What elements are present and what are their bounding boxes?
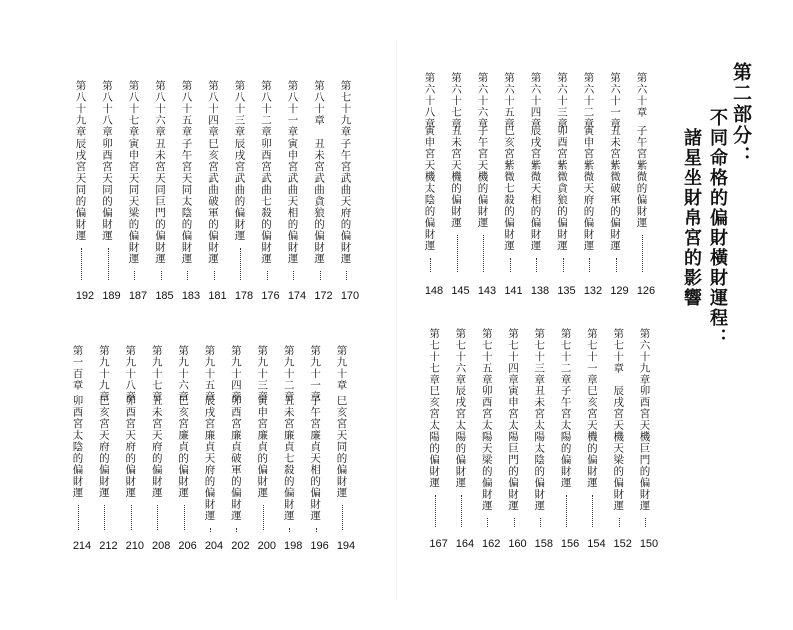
- chapter-title: 子午宮天同太陰的偏財運: [180, 138, 193, 265]
- part-title: 第二部分：: [730, 62, 752, 167]
- chapter-number: 第六十六章: [476, 72, 489, 130]
- page-number: 143: [477, 285, 497, 297]
- chapter-number: 第九十章: [335, 345, 348, 391]
- page-number: 183: [181, 290, 201, 302]
- chapter-title: 辰戌宮太陽的偏財運: [454, 385, 467, 489]
- chapter-title: 卯酉宮天同的偏財運: [101, 138, 113, 242]
- dot-leader: [289, 528, 290, 532]
- chapter-number: 第六十七章: [450, 72, 462, 130]
- dot-leader: [236, 528, 237, 532]
- dot-leader: [157, 505, 158, 531]
- dot-leader: [104, 505, 105, 531]
- page-number: 154: [587, 538, 606, 550]
- chapter-title: 巳亥宮紫微七殺的偏財運: [503, 125, 515, 252]
- chapter-title: 巳亥宮天機的偏財運: [585, 385, 598, 489]
- dot-leader: [320, 271, 321, 281]
- dot-leader: [267, 271, 268, 281]
- page-number: 198: [284, 540, 303, 552]
- dot-leader: [263, 505, 264, 531]
- dot-leader: [430, 258, 431, 273]
- page-number: 206: [178, 540, 197, 552]
- chapter-number: 第七十六章: [454, 328, 467, 386]
- page-number: 189: [102, 290, 121, 302]
- chapter-number: 第七十二章: [559, 328, 572, 386]
- chapter-number: 第八十三章: [233, 80, 246, 138]
- page-number: 212: [99, 540, 118, 552]
- chapter-number: 第七十九章: [339, 80, 352, 138]
- chapter-number: 第七十五章: [480, 328, 493, 386]
- chapter-title: 巳亥宮天同的偏財運: [335, 395, 348, 499]
- dot-leader: [161, 271, 162, 281]
- page-number: 196: [310, 540, 329, 552]
- dot-leader: [589, 258, 590, 273]
- chapter-title: 丑未宮紫微破軍的偏財運: [609, 125, 621, 252]
- page-number: 192: [75, 290, 95, 302]
- chapter-number: 第八十一章: [286, 80, 299, 138]
- chapter-title: 巳亥宮武曲破軍的偏財運: [207, 138, 219, 265]
- dot-leader: [536, 258, 537, 273]
- chapter-number: 第七十一章: [585, 328, 598, 386]
- chapter-number: 第八十八章: [101, 80, 113, 138]
- chapter-title: 卯酉宮紫微貪狼的偏財運: [556, 125, 568, 252]
- dot-leader: [616, 258, 617, 273]
- chapter-title: 卯酉宮武曲七殺的偏財運: [260, 138, 272, 265]
- chapter-title: 子午宮廉貞天相的偏財運: [309, 395, 322, 522]
- page-number: 187: [128, 290, 148, 302]
- page-number: 178: [234, 290, 254, 302]
- chapter-number: 第九十四章: [229, 345, 242, 403]
- dot-leader: [540, 518, 541, 528]
- dot-leader: [592, 495, 593, 528]
- dot-leader: [78, 505, 79, 531]
- chapter-number: 第六十章: [635, 72, 648, 118]
- dot-leader: [346, 271, 347, 281]
- chapter-title: 巳亥宮太陽的偏財運: [428, 385, 441, 489]
- chapter-title: 寅申宮天機太陰的偏財運: [423, 125, 436, 252]
- dot-leader: [514, 518, 515, 528]
- dot-leader: [642, 235, 643, 273]
- dot-leader: [510, 258, 511, 273]
- page-number: 126: [636, 285, 656, 297]
- dot-leader: [187, 271, 188, 281]
- dot-leader: [645, 518, 646, 528]
- page-number: 181: [208, 290, 227, 302]
- chapter-number: 第九十三章: [256, 345, 269, 403]
- dot-leader: [293, 271, 294, 281]
- dot-leader: [342, 505, 343, 531]
- chapter-title: 子午宮太陽的偏財運: [559, 385, 572, 489]
- chapter-title: 巳亥宮廉貞的偏財運: [177, 395, 190, 499]
- page-number: 135: [557, 285, 576, 297]
- page-number: 132: [583, 285, 603, 297]
- page-number: 194: [336, 540, 356, 552]
- chapter-title: 卯酉宮天機巨門的偏財運: [638, 385, 651, 512]
- chapter-title: 子午宮紫微的偏財運: [635, 125, 648, 229]
- chapter-title: 寅申宮紫微天府的偏財運: [582, 125, 595, 252]
- part-subtitle: 不同命格的偏財橫財運程：: [707, 108, 728, 348]
- chapter-number: 第七十四章: [507, 328, 519, 386]
- chapter-title: 寅申宮天同天梁的偏財運: [127, 138, 140, 265]
- page-number: 172: [314, 290, 333, 302]
- chapter-title: 丑未宮廉貞七殺的偏財運: [282, 395, 295, 522]
- chapter-number: 第九十一章: [309, 345, 322, 403]
- dot-leader: [81, 248, 82, 281]
- chapter-number: 第九十八章: [124, 345, 137, 403]
- page-number: 141: [504, 285, 523, 297]
- page-number: 167: [429, 538, 448, 550]
- chapter-number: 第八十章: [313, 80, 325, 126]
- page-number: 148: [424, 285, 444, 297]
- page-number: 152: [613, 538, 632, 550]
- chapter-title: 辰戌宮紫微天相的偏財運: [529, 125, 542, 252]
- page-number: 158: [534, 538, 553, 550]
- dot-leader: [487, 518, 488, 528]
- page-number: 185: [155, 290, 174, 302]
- chapter-number: 第九十二章: [282, 345, 295, 403]
- chapter-title: 丑未宮天機的偏財運: [450, 125, 462, 229]
- chapter-title: 丑未宮天府的偏財運: [150, 395, 163, 499]
- chapter-number: 第九十五章: [203, 345, 216, 403]
- page-number: 200: [257, 540, 276, 552]
- chapter-number: 第六十四章: [529, 72, 542, 130]
- page-number: 138: [530, 285, 550, 297]
- page-number: 160: [508, 538, 527, 550]
- dot-leader: [108, 248, 109, 281]
- chapter-title: 卯酉宮太陽天梁的偏財運: [480, 385, 493, 512]
- chapter-number: 第七十章: [612, 328, 625, 374]
- chapter-number: 第九十七章: [150, 345, 163, 403]
- chapter-title: 丑未宮天同巨門的偏財運: [154, 138, 166, 265]
- dot-leader: [563, 258, 564, 273]
- dot-leader: [131, 505, 132, 531]
- chapter-title: 丑未宮太陽太陰的偏財運: [533, 385, 546, 512]
- chapter-number: 第六十一章: [609, 72, 621, 130]
- chapter-number: 第八十二章: [260, 80, 272, 138]
- chapter-title: 子午宮武曲天府的偏財運: [339, 138, 352, 265]
- page-number: 202: [231, 540, 250, 552]
- chapter-number: 第八十九章: [74, 80, 87, 138]
- dot-leader: [316, 528, 317, 532]
- left-page: [0, 0, 396, 630]
- chapter-number: 第六十二章: [582, 72, 595, 130]
- chapter-number: 第六十九章: [638, 328, 651, 386]
- page-number: 176: [261, 290, 280, 302]
- page-number: 162: [482, 538, 501, 550]
- chapter-number: 第七十三章: [533, 328, 546, 386]
- dot-leader: [240, 248, 241, 281]
- chapter-number: 第八十四章: [207, 80, 219, 138]
- dot-leader: [619, 518, 620, 528]
- chapter-title: 卯酉宮太陰的偏財運: [71, 395, 84, 499]
- page-number: 204: [204, 540, 224, 552]
- dot-leader: [566, 495, 567, 528]
- chapter-title: 寅申宮武曲天相的偏財運: [286, 138, 299, 265]
- chapter-title: 辰戌宮天機天梁的偏財運: [612, 385, 625, 512]
- chapter-title: 卯酉宮廉貞破軍的偏財運: [229, 395, 242, 522]
- chapter-number: 第九十六章: [177, 345, 190, 403]
- chapter-title: 丑未宮武曲貪狼的偏財運: [313, 138, 325, 265]
- chapter-title: 寅申宮太陽巨門的偏財運: [507, 385, 519, 512]
- chapter-number: 第六十五章: [503, 72, 515, 130]
- chapter-title: 寅申宮廉貞的偏財運: [256, 395, 269, 499]
- chapter-number: 第六十八章: [423, 72, 436, 130]
- chapter-number: 第七十七章: [428, 328, 441, 386]
- page-number: 145: [451, 285, 470, 297]
- page-number: 208: [152, 540, 171, 552]
- chapter-number: 第九十九章: [97, 345, 110, 403]
- dot-leader: [210, 528, 211, 532]
- chapter-number: 第八十五章: [180, 80, 193, 138]
- chapter-title: 辰戌宮廉貞天府的偏財運: [203, 395, 216, 522]
- chapter-number: 第一百章: [71, 345, 84, 391]
- dot-leader: [184, 505, 185, 531]
- dot-leader: [461, 495, 462, 528]
- page-number: 129: [610, 285, 629, 297]
- page-number: 210: [125, 540, 144, 552]
- chapter-title: 辰戌宮武曲的偏財運: [233, 138, 246, 242]
- dot-leader: [134, 271, 135, 281]
- chapter-number: 第八十六章: [154, 80, 166, 138]
- chapter-title: 巳亥宮天府的偏財運: [97, 395, 110, 499]
- chapter-title: 子午宮天機的偏財運: [476, 125, 489, 229]
- page-number: 164: [455, 538, 475, 550]
- page-number: 170: [340, 290, 360, 302]
- section-title: 諸星坐財帛宮的影響: [681, 128, 702, 308]
- page-number: 174: [287, 290, 307, 302]
- dot-leader: [435, 495, 436, 528]
- chapter-title: 卯酉宮天府的偏財運: [124, 395, 137, 499]
- chapter-number: 第八十七章: [127, 80, 140, 138]
- dot-leader: [457, 235, 458, 273]
- page-number: 156: [560, 538, 580, 550]
- page-number: 150: [639, 538, 659, 550]
- dot-leader: [214, 271, 215, 281]
- chapter-number: 第六十三章: [556, 72, 568, 130]
- page-number: 214: [72, 540, 92, 552]
- chapter-title: 辰戌宮天同的偏財運: [74, 138, 87, 242]
- dot-leader: [483, 235, 484, 273]
